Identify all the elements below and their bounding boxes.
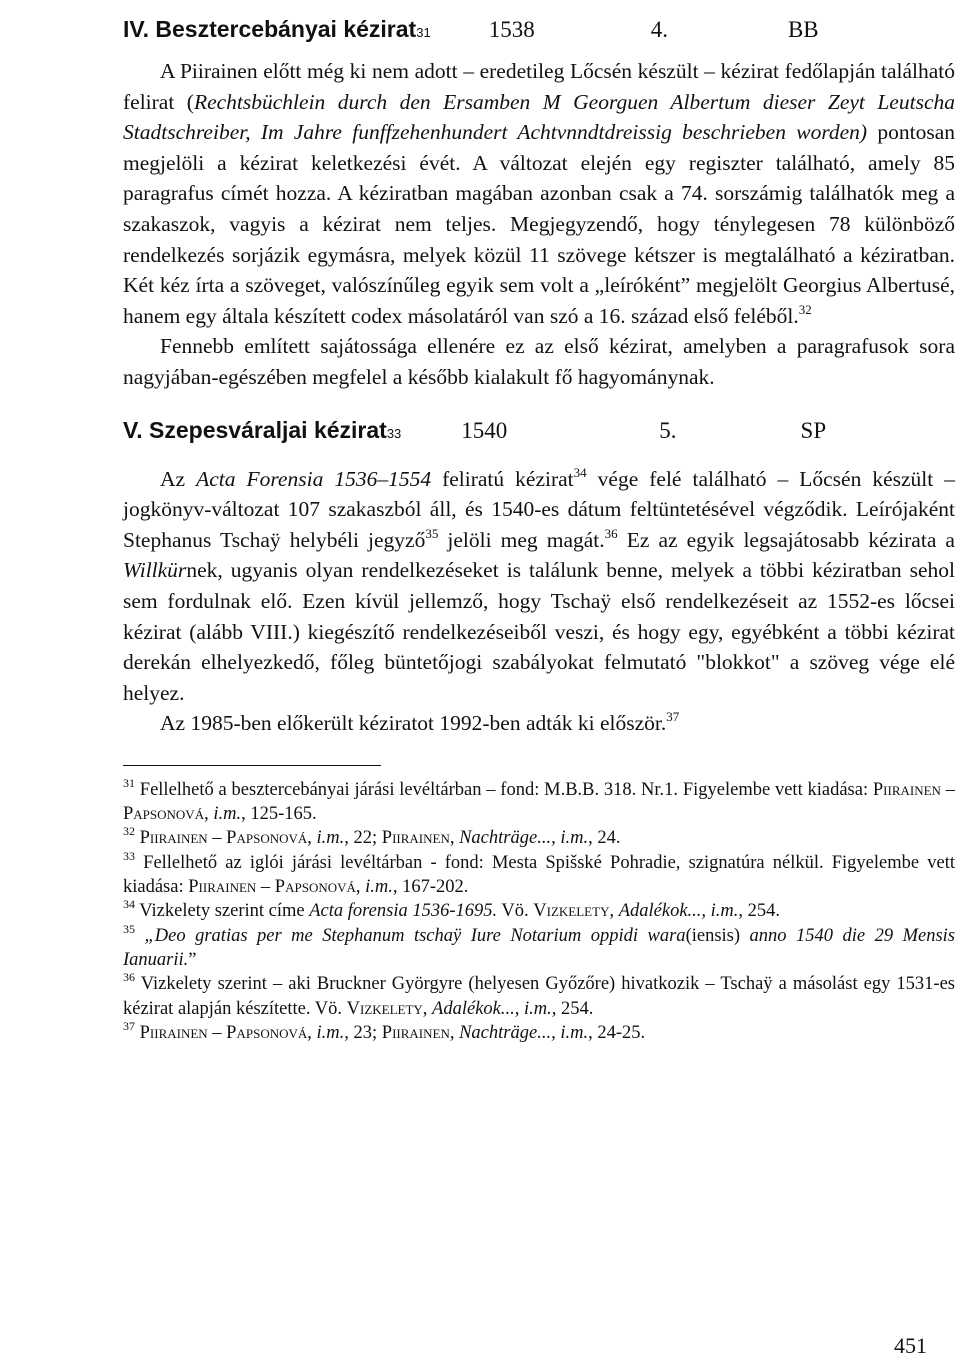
footnote-number: 31 xyxy=(123,775,135,790)
text-run: , 254. xyxy=(738,901,781,922)
manuscript-year: 1538 xyxy=(488,17,535,42)
page-number: 451 xyxy=(894,1333,927,1358)
footnote-37: $^{37}$ Piirainen – Papsonová, i.m., 23; Piirainen, Nachträge..., i.m., 24-25. xyxy=(123,1018,646,1043)
text-run: jelöli meg magát. xyxy=(438,527,605,552)
section-title: V. Szepesváraljai kézirat xyxy=(123,416,387,443)
author-name: Piirainen – Papsonová xyxy=(123,779,955,825)
footnote-number: 36 xyxy=(123,970,135,985)
text-run: , 167-202. xyxy=(392,877,469,898)
text-run: Fellelhető a besztercebányai járási levéltárban – fond: M.B.B. 318. Nr.1. Figyelembe vett kiadása: xyxy=(135,779,873,800)
page-content xyxy=(123,14,955,1045)
section-heading-iv: IV. Besztercebányai kézirat 31 1538 4. BB xyxy=(123,14,955,45)
manuscript-year: 1540 xyxy=(461,417,508,443)
author-name: Piirainen xyxy=(381,828,450,849)
text-run: Az xyxy=(160,466,197,491)
text-run: , 24-25. xyxy=(588,1022,646,1043)
footnote-35 xyxy=(123,921,956,973)
footnote-separator xyxy=(123,765,381,766)
text-run: (iensis) xyxy=(685,925,741,946)
footnote-34: $^{34}$ Vizkelety szerint címe Acta forensia 1536-1695. Vö. Vizkelety, Adalékok..., i.m., 254. xyxy=(123,897,781,922)
footnote-ref[interactable]: 37 xyxy=(666,709,680,725)
italic-text: Nachträge..., i.m. xyxy=(459,1022,589,1043)
text-run: , 23; xyxy=(344,1022,382,1043)
text-run: feliratú kézirat xyxy=(431,466,574,491)
italic-term: Willkür xyxy=(123,558,187,583)
text-run: Fellelhető az iglói járási levéltárban - fond: Mesta Spišské Pohradie, szignatúra nélkül. Figyelembe vett kiadása: xyxy=(123,852,955,898)
italic-text: Adalékok..., i.m. xyxy=(618,901,739,922)
footnote-36: $^{36}$ Vizkelety szerint – aki Bruckner Györgyre (helyesen Győzőre) hivatkozik – Tschaÿ a másolást egy 1531-es kézirat alapján készítette. Vö. Vizkelety, Adalékok..., i.m., 254. xyxy=(123,970,955,1019)
text-run: nek, ugyanis olyan rendelkezéseket is találunk benne, melyek a többi kéziratban sehol sem fordulnak elő. Ezen kívül jellemző, hogy Tschaÿ első rendelkezéseit az 1552-es lőcsei kézirat (alább VIII.) kiegészítő rendelkezéseiből veszi, és hogy egy, egyébként a többi kézirat derekán elhelyezkedő, főleg büntetőjogi szabályokat felmutató "blokkot" a szöveg vége elé helyez. xyxy=(123,558,955,705)
footnote-32: $^{32}$ Piirainen – Papsonová, i.m., 22; Piirainen, Nachträge..., i.m., 24. xyxy=(123,824,621,849)
italic-text: i.m. xyxy=(316,828,345,849)
manuscript-abbreviation: SP xyxy=(800,417,827,443)
italic-text: i.m. xyxy=(316,1022,345,1043)
author-name: Piirainen – Papsonová xyxy=(139,828,308,849)
text-run: , 22; xyxy=(344,828,382,849)
footnote-number: 34 xyxy=(123,897,135,912)
author-name: Piirainen xyxy=(381,1022,450,1043)
italic-text: Nachträge..., i.m. xyxy=(459,828,589,849)
footnote-33: $^{33}$ Fellelhető az iglói járási levéltárban - fond: Mesta Spišské Pohradie, szignatúra nélkül. Figyelembe vett kiadása: Piirainen – Papsonová, i.m., 167-202. xyxy=(123,848,955,898)
footnote-ref[interactable]: 34 xyxy=(573,464,587,480)
manuscript-number: 4. xyxy=(650,17,668,42)
author-name: Piirainen – Papsonová xyxy=(188,877,356,898)
footnote-ref[interactable]: 35 xyxy=(425,525,439,541)
text-run: A Piirainen előtt még ki nem adott – eredetileg Lőcsén készült – kézirat fedőlapján található felirat ( xyxy=(123,59,955,114)
footnote-ref[interactable]: 36 xyxy=(604,525,618,541)
paragraph: Fennebb említett sajátossága ellenére ez az első kézirat, amelyben a paragrafusok sora nagyjában-egészében megfelel a később kialakult fő hagyománynak. xyxy=(123,334,955,389)
text-run: vége felé található – Lőcsén készült – jogkönyv-változat 107 szakaszból áll, és 1540-es dátum feltüntetésével végződik. Leírójaként Stephanus Tschaÿ helybéli jegyző xyxy=(123,466,956,552)
text-run: Vizkelety szerint – aki Bruckner Györgyre (helyesen Győzőre) hivatkozik – Tschaÿ a másolást egy 1531-es kézirat alapján készítette. Vö. xyxy=(123,974,955,1019)
footnotes xyxy=(123,775,956,1045)
text-run: pontosan megjelöli a kézirat keletkezési évét. A változat elején egy regiszter található, amely 85 paragrafus címét hozza. A kéziratban magában azonban csak a 74. sorszámig találhatók meg a szakaszok, vagyis a kézirat nem teljes. Megjegyzendő, hogy ténylegesen 78 különböző rendelkezés sorjázik egymásra, melyek közül 11 szövege kétszer is megtalálható a kéziratban. Két kéz írta a szöveget, valószínűleg egyik sem volt a „leíróként” megjelölt Georgius Albertusé, hanem egy általa készített codex másolatáról van szó a 16. század első feléből. xyxy=(123,120,955,328)
section-heading-v: V. Szepesváraljai kézirat 33 1540 5. SP xyxy=(123,415,955,446)
italic-text: anno 1540 die 29 Mensis Ianuarii. xyxy=(123,925,956,970)
text-run: Vö. xyxy=(497,901,534,922)
manuscript-number: 5. xyxy=(659,417,677,443)
italic-text: Acta forensia 1536-1695. xyxy=(309,901,498,922)
footnote-ref[interactable]: 32 xyxy=(798,301,812,317)
text-run: Az 1985-ben előkerült kéziratot 1992-ben adták ki először. xyxy=(160,711,667,736)
footnote-number: 37 xyxy=(123,1018,135,1033)
author-name: Vizkelety xyxy=(533,901,610,922)
paragraph xyxy=(123,464,955,709)
section-title: IV. Besztercebányai kézirat xyxy=(123,16,417,42)
italic-text: i.m. xyxy=(213,804,242,825)
paragraph xyxy=(123,56,955,331)
italic-title: Acta Forensia 1536–1554 xyxy=(196,466,432,491)
italic-text: Adalékok..., i.m. xyxy=(432,998,552,1019)
footnote-31: $^{31}$ Fellelhető a besztercebányai járási levéltárban – fond: M.B.B. 318. Nr.1. Figyelembe vett kiadása: Piirainen – Papsonová, i.m., 125-165. xyxy=(123,775,955,825)
text-run: , 125-165. xyxy=(241,804,317,825)
paragraph xyxy=(123,708,955,739)
text-run: Ez az egyik legsajátosabb kézirata a xyxy=(617,527,955,552)
italic-text: i.m. xyxy=(365,877,393,898)
text-run: , 24. xyxy=(588,828,621,849)
text-run: Vizkelety szerint címe xyxy=(135,901,310,922)
italic-quote: Rechtsbüchlein durch den Ersamben M Georguen Albertum dieser Zeyt Leutscha Stadtschreiber, Im Jahre funffzehenhundert Achtvnndtdreissig beschrieben worden) xyxy=(123,89,955,145)
author-name: Piirainen – Papsonová xyxy=(139,1022,308,1043)
text-run: , 254. xyxy=(551,998,594,1019)
footnote-number: 32 xyxy=(123,824,135,839)
text-run: ” xyxy=(188,949,197,970)
manuscript-abbreviation: BB xyxy=(787,17,819,42)
italic-text: „Deo gratias per me Stephanum tschaÿ Iure Notarium oppidi wara xyxy=(144,925,686,946)
author-name: Vizkelety xyxy=(346,998,423,1019)
footnote-number: 33 xyxy=(123,848,135,863)
footnote-number: 35 xyxy=(123,921,135,936)
